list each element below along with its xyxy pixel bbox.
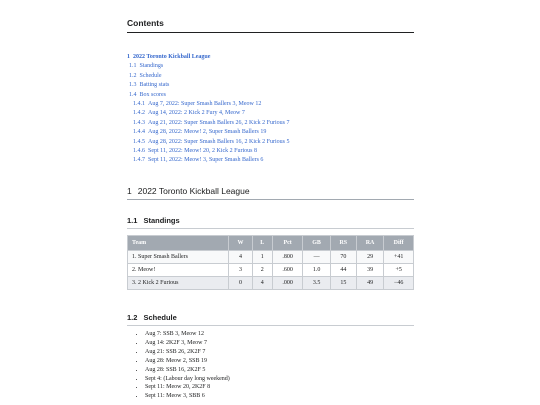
table-cell: .800: [272, 251, 302, 264]
table-cell: −46: [384, 277, 414, 290]
toc-number: 1.4.7: [133, 157, 145, 164]
standings-header-row: [128, 236, 414, 251]
table-cell: 0: [229, 277, 252, 290]
toc-label: Aug 28, 2022: Super Smash Ballers 16, 2 Kick 2 Furious 5: [148, 138, 290, 145]
list-item: • Aug 7: SSB 3, Meow 12: [145, 330, 230, 339]
toc-link[interactable]: [127, 100, 414, 109]
table-cell: 70: [330, 251, 356, 264]
list-item: • Sept 11: Meow 20, 2K2F 8: [145, 383, 230, 392]
schedule-heading: [127, 313, 414, 326]
schedule-title: Schedule: [143, 313, 177, 322]
standings-table: [127, 235, 414, 290]
toc-label: Sept 11, 2022: Meow! 20, 2 Kick 2 Furious 8: [148, 148, 257, 155]
toc-label: Schedule: [139, 72, 162, 79]
toc-label: 2022 Toronto Kickball League: [133, 54, 211, 60]
table-cell: 3. 2 Kick 2 Furious: [128, 277, 229, 290]
toc-number: 1.4.3: [133, 119, 145, 126]
toc-link[interactable]: [127, 62, 414, 71]
table-cell: 2. Meow!: [128, 264, 229, 277]
list-item: • Aug 28: SSB 16, 2K2F 5: [145, 366, 230, 375]
standings-title: Standings: [143, 216, 180, 225]
table-cell: 1: [252, 251, 272, 264]
toc-label: Box scores: [139, 91, 166, 98]
toc-number: 1.4.6: [133, 148, 145, 155]
column-header[interactable]: GB: [303, 236, 331, 251]
table-cell: 2: [252, 264, 272, 277]
table-cell: .600: [272, 264, 302, 277]
toc-link[interactable]: [127, 91, 414, 100]
table-row: [128, 277, 414, 290]
table-cell: 39: [356, 264, 384, 277]
toc-number: 1.4: [129, 91, 137, 98]
table-cell: 15: [330, 277, 356, 290]
standings-number: 1.1: [127, 216, 138, 225]
list-item: • Aug 14: 2K2F 3, Meow 7: [145, 339, 230, 348]
column-header[interactable]: Team: [128, 236, 229, 251]
toc-label: Aug 14, 2022: 2 Kick 2 Fury 4, Meow 7: [148, 110, 245, 117]
table-cell: .000: [272, 277, 302, 290]
table-cell: +41: [384, 251, 414, 264]
column-header[interactable]: RA: [356, 236, 384, 251]
table-cell: +5: [384, 264, 414, 277]
table-cell: 1. Super Smash Ballers: [128, 251, 229, 264]
table-cell: 44: [330, 264, 356, 277]
column-header[interactable]: RS: [330, 236, 356, 251]
toc-label: Aug 28, 2022: Meow! 2, Super Smash Ballers 19: [148, 129, 267, 136]
table-row: [128, 264, 414, 277]
column-header[interactable]: W: [229, 236, 252, 251]
toc-number: 1: [127, 54, 130, 60]
toc-link[interactable]: [127, 109, 414, 118]
toc-label: Aug 7, 2022: Super Smash Ballers 3, Meow 12: [148, 101, 262, 108]
section-number: 1: [127, 186, 132, 196]
toc-number: 1.1: [129, 63, 137, 70]
list-item: • Sept 11: Meow 3, SBB 6: [145, 392, 230, 401]
toc-link[interactable]: [127, 72, 414, 81]
toc-label: Aug 21, 2022: Super Smash Ballers 26, 2 Kick 2 Furious 7: [148, 119, 290, 126]
section-heading: [127, 186, 414, 200]
list-item: • Aug 28: Meow 2, SSB 19: [145, 357, 230, 366]
table-row: [128, 251, 414, 264]
table-cell: 1.0: [303, 264, 331, 277]
section-title: 2022 Toronto Kickball League: [137, 186, 250, 196]
schedule-number: 1.2: [127, 313, 138, 322]
toc-label: Batting stats: [139, 82, 170, 89]
list-item: • Sept 4: (Labour day long weekend): [145, 375, 230, 384]
table-cell: 4: [252, 277, 272, 290]
table-cell: 49: [356, 277, 384, 290]
standings-heading: [127, 216, 414, 229]
list-item: • Aug 21: SSB 26, 2K2F 7: [145, 348, 230, 357]
table-cell: —: [303, 251, 331, 264]
toc-label: Standings: [139, 63, 164, 70]
table-cell: 3.5: [303, 277, 331, 290]
toc-number: 1.4.1: [133, 101, 145, 108]
toc-link[interactable]: [127, 81, 414, 90]
toc-link[interactable]: [127, 128, 414, 137]
toc-number: 1.4.5: [133, 138, 145, 145]
toc-number: 1.3: [129, 82, 137, 89]
toc-number: 1.4.2: [133, 110, 145, 117]
table-cell: 3: [229, 264, 252, 277]
toc-number: 1.2: [129, 72, 137, 79]
table-cell: 29: [356, 251, 384, 264]
column-header[interactable]: Pct: [272, 236, 302, 251]
table-of-contents: [127, 53, 414, 166]
toc-link[interactable]: [127, 156, 414, 165]
schedule-list: [137, 330, 230, 401]
toc-link[interactable]: [127, 119, 414, 128]
column-header[interactable]: Diff: [384, 236, 414, 251]
contents-title: Contents: [127, 18, 414, 33]
toc-link[interactable]: [127, 147, 414, 156]
toc-number: 1.4.4: [133, 129, 145, 136]
toc-link[interactable]: [127, 53, 414, 62]
column-header[interactable]: L: [252, 236, 272, 251]
toc-label: Sept 11, 2022: Meow! 3, Super Smash Ballers 6: [148, 157, 264, 164]
toc-link[interactable]: [127, 138, 414, 147]
table-cell: 4: [229, 251, 252, 264]
